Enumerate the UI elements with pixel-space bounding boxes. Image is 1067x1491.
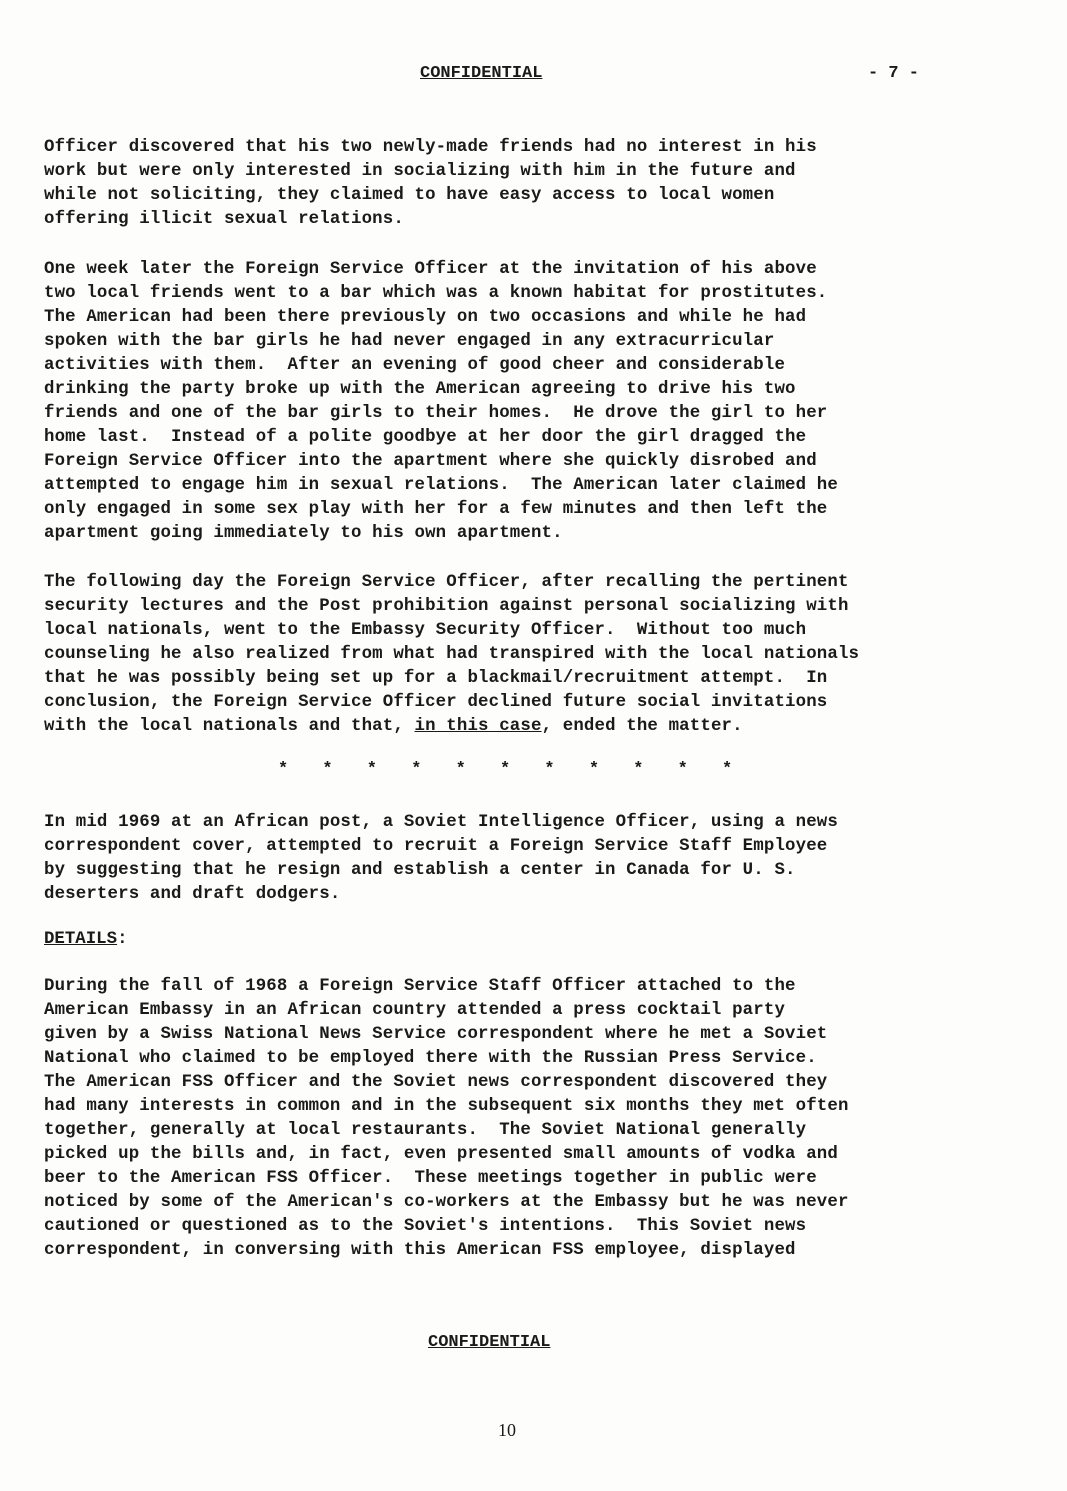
details-colon: : bbox=[117, 930, 128, 949]
details-label: DETAILS bbox=[44, 930, 118, 949]
paragraph-details: During the fall of 1968 a Foreign Service Staff Officer attached to the American Embassy in an African country attended a press cocktail party given by a Swiss National News Service correspondent where he met a Soviet National who claimed to be employed there with the Russian Press Service. The American FSS Officer and the Soviet news correspondent discovered they had many interests in common and in the subsequent six months they met often together, generally at local restaurants. The Soviet National generally picked up the bills and, in fact, even presented small amounts of vodka and beer to the American FSS Officer. These meetings together in public were noticed by some of the American's co-workers at the Embassy but he was never cautioned or questioned as to the Soviet's intentions. This Soviet news correspondent, in conversing with this American FSS employee, displayed bbox=[44, 977, 849, 1260]
paragraph-3-ending: , ended the matter. bbox=[541, 717, 743, 736]
footer-classification-marking: CONFIDENTIAL bbox=[428, 1333, 551, 1352]
paragraph-1: Officer discovered that his two newly-made friends had no interest in his work but were only interested in socializing with him in the future and while not soliciting, they claimed to have easy access to local women offering illicit sexual relations. bbox=[44, 138, 817, 229]
section-separator-stars: * * * * * * * * * * * bbox=[278, 760, 745, 779]
paragraph-3-underlined-phrase: in this case bbox=[414, 717, 542, 736]
header-page-marker: - 7 - bbox=[868, 64, 920, 83]
paragraph-2: One week later the Foreign Service Officer at the invitation of his above two local friends went to a bar which was a known habitat for prostitutes. The American had been there previously on two occasions and while he had spoken with the bar girls he had never engaged in any extracurricular activities with them. After an evening of good cheer and considerable drinking the party broke up with the American agreeing to drive his two friends and one of the bar girls to their homes. He drove the girl to her home last. Instead of a polite goodbye at her door the girl dragged the Foreign Service Officer into the apartment where she quickly disrobed and attempted to engage him in sexual relations. The American later claimed he only engaged in some sex play with her for a few minutes and then left the apartment going immediately to his own apartment. bbox=[44, 260, 838, 543]
header-classification-marking: CONFIDENTIAL bbox=[420, 64, 543, 83]
paragraph-summary: In mid 1969 at an African post, a Soviet Intelligence Officer, using a news correspondent cover, attempted to recruit a Foreign Service Staff Employee by suggesting that he resign and establish a center in Canada for U. S. deserters and draft dodgers. bbox=[44, 813, 838, 904]
footer-page-number: 10 bbox=[498, 1420, 516, 1440]
details-heading bbox=[44, 930, 128, 949]
paragraph-3-text: The following day the Foreign Service Officer, after recalling the pertinent security lectures and the Post prohibition against personal socializing with local nationals, went to the Embassy Security Officer. Without too much counseling he also realized from what had transpired with the local nationals that he was possibly being set up for a blackmail/recruitment attempt. In conclusion, the Foreign Service Officer declined future social invitations with the local nationals and that, bbox=[44, 573, 860, 736]
paragraph-3 bbox=[44, 571, 1004, 739]
